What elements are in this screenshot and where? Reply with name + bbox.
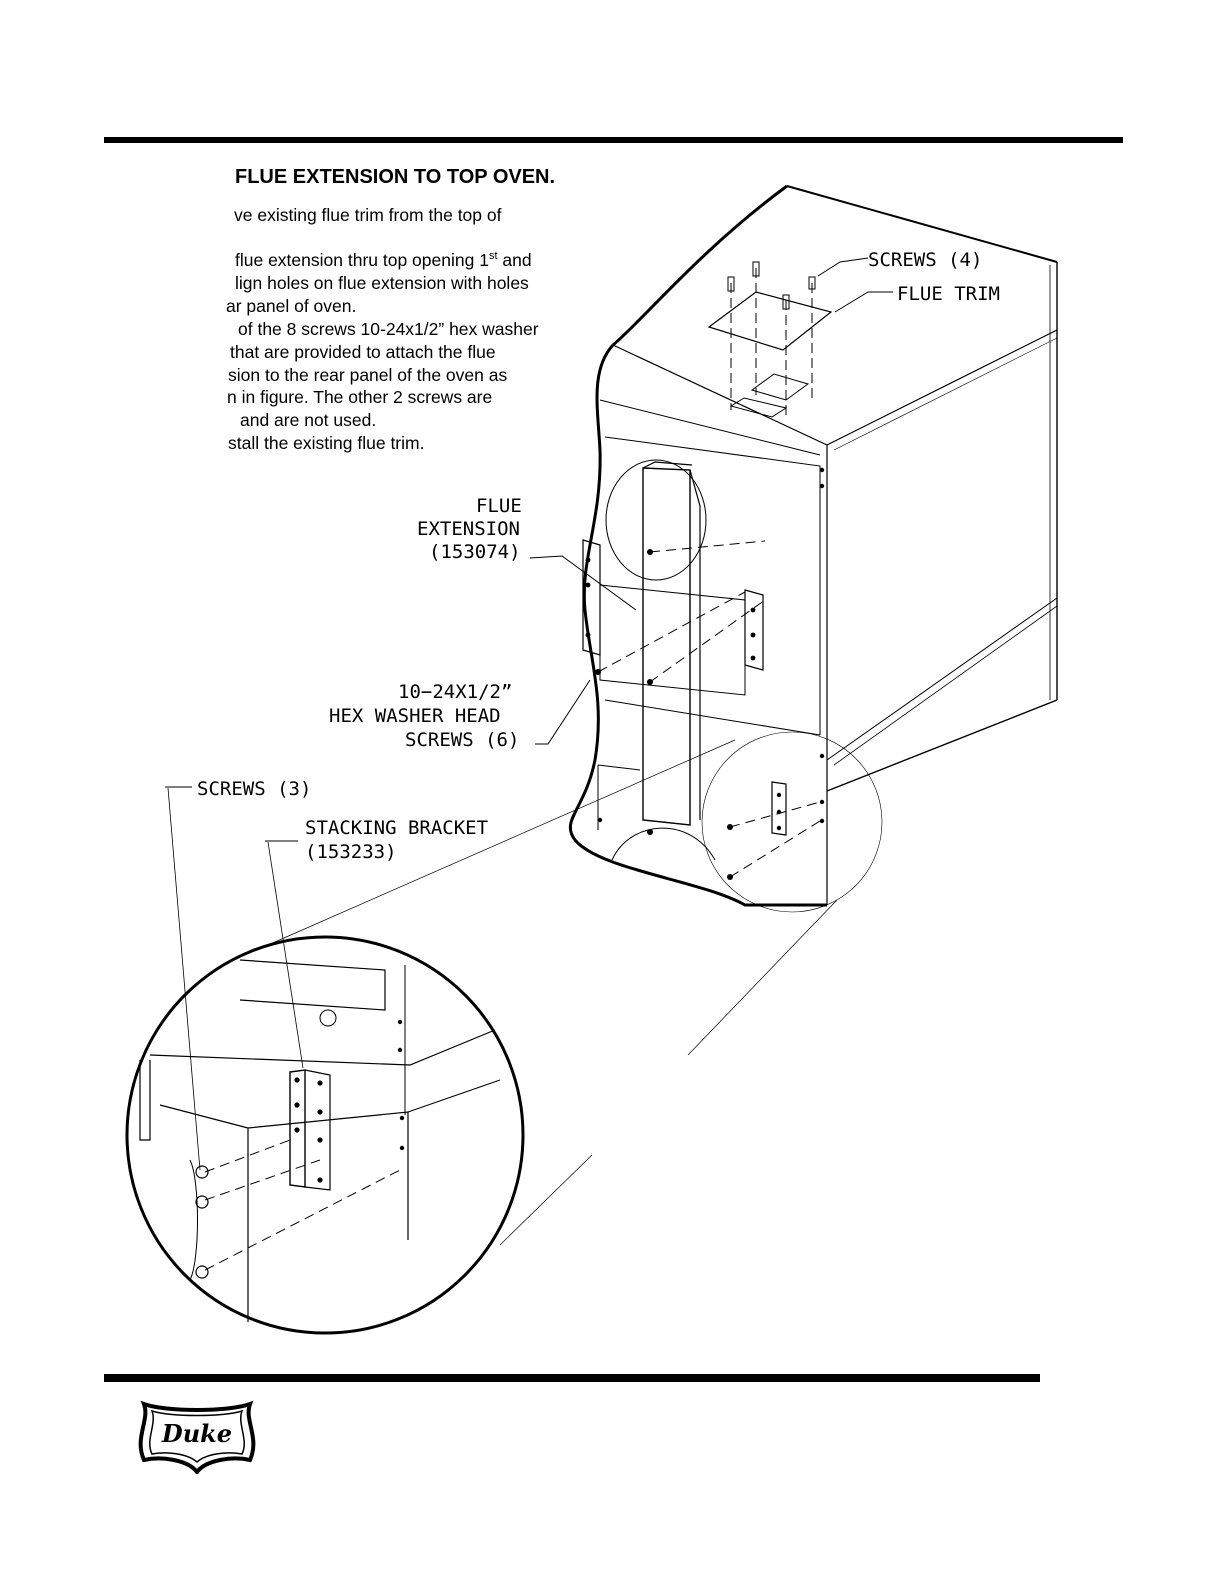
step-line: ar panel of oven.: [226, 296, 357, 316]
step-line: of the 8 screws 10-24x1/2” hex washer: [238, 319, 539, 339]
callout-stacking-bracket: STACKING BRACKET: [305, 817, 489, 839]
step-line: stall the existing flue trim.: [228, 433, 425, 453]
step-line: lign holes on flue extension with holes: [235, 273, 529, 293]
callout-flue-extension: FLUE: [476, 495, 522, 517]
callout-hex-screws: SCREWS (6): [405, 729, 520, 751]
bottom-rule: [104, 1374, 1040, 1382]
duke-shield-logo: [136, 1398, 258, 1474]
callout-hex-screws: 10−24X1/2”: [398, 681, 513, 703]
callout-hex-screws: HEX WASHER HEAD: [329, 705, 501, 727]
step-line: sion to the rear panel of the oven as: [228, 365, 508, 385]
step-line: ve existing flue trim from the top of: [234, 205, 502, 225]
section-heading: FLUE EXTENSION TO TOP OVEN.: [235, 166, 556, 188]
logo-text: Duke: [161, 1419, 233, 1448]
callout-flue-trim: FLUE TRIM: [897, 283, 1000, 305]
step-line: that are provided to attach the flue: [230, 342, 496, 362]
callout-stacking-bracket-part: (153233): [305, 841, 397, 863]
callout-screws-top: SCREWS (4): [868, 249, 983, 271]
callout-flue-extension-part: (153074): [429, 541, 521, 563]
callout-screws-bracket: SCREWS (3): [197, 778, 312, 800]
callout-flue-extension: EXTENSION: [417, 518, 520, 540]
step-line: and are not used.: [240, 410, 377, 430]
step-line: flue extension thru top opening 1st and: [235, 250, 532, 270]
step-line: n in figure. The other 2 screws are: [227, 387, 493, 407]
